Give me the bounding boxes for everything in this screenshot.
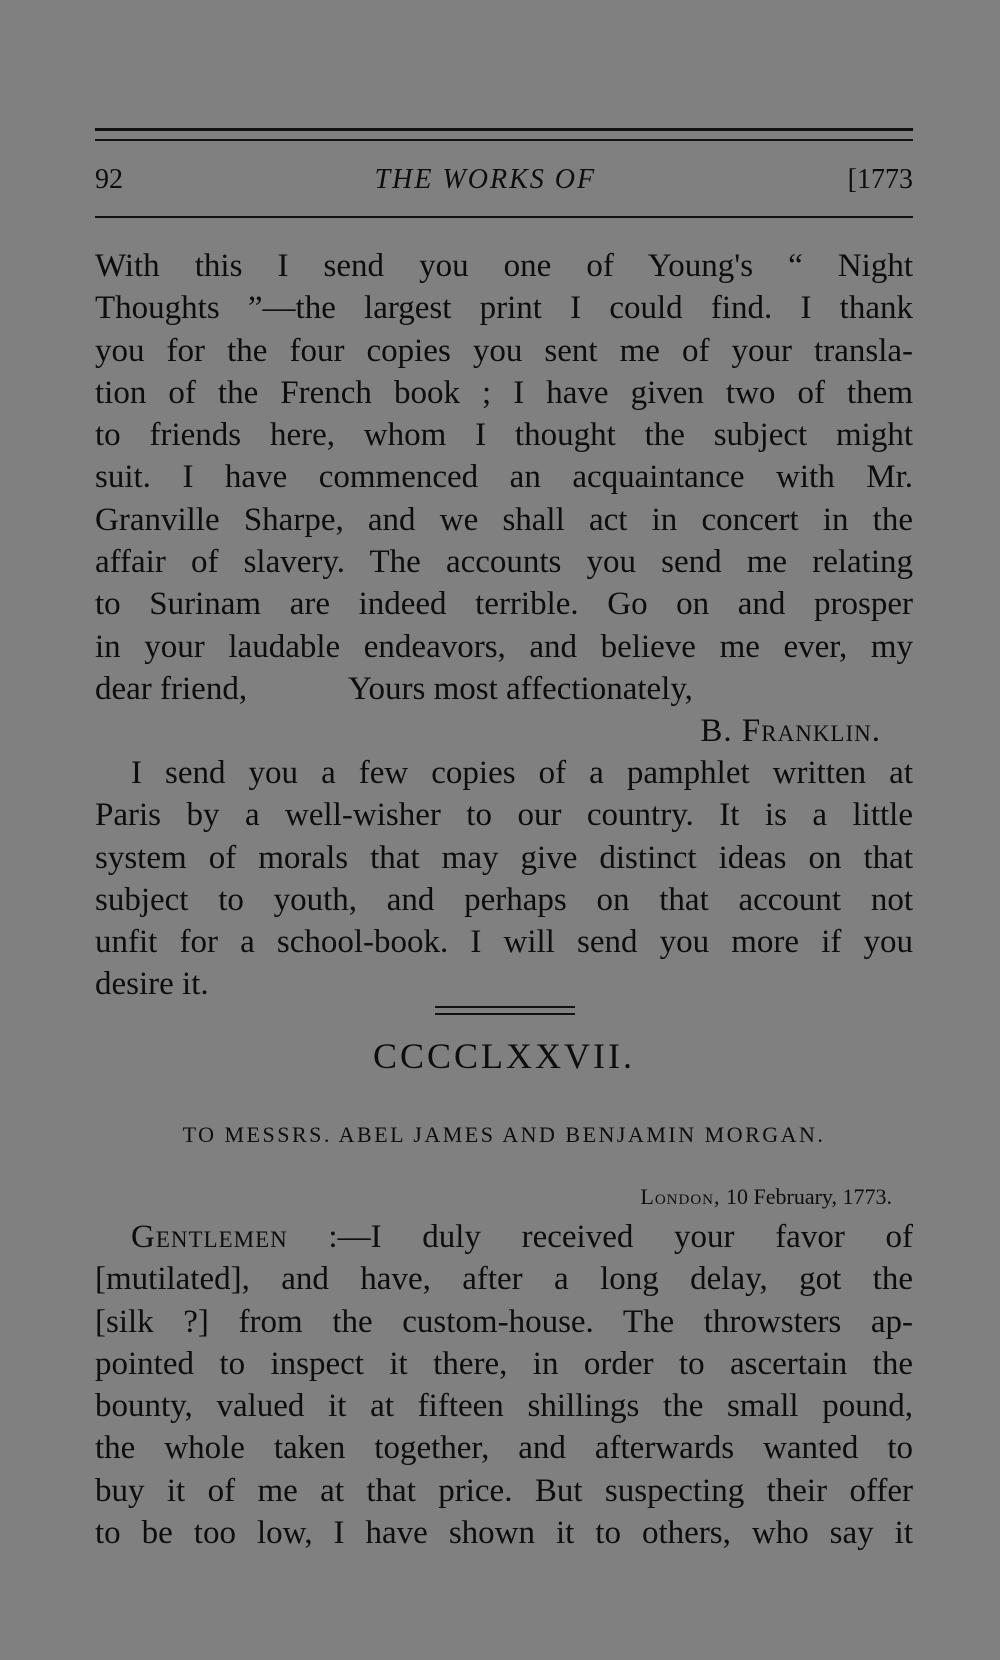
text-line: bounty, valued it at fifteen shillings the small pound,: [95, 1388, 913, 1425]
text-line: affair of slavery. The accounts you send me relating: [95, 544, 913, 581]
letter-body: [95, 245, 913, 753]
running-year: [1773: [847, 164, 913, 195]
section-divider: [435, 1006, 575, 1008]
signature: B. Franklin.: [700, 713, 881, 750]
text-line: you for the four copies you sent me of your transla-: [95, 332, 913, 369]
text-line: Granville Sharpe, and we shall act in concert in the: [95, 501, 913, 538]
closing-line: [95, 668, 913, 710]
text-line: [95, 1216, 913, 1258]
header-rule: [95, 216, 913, 218]
running-head: [95, 158, 913, 202]
salutation: Gentlemen: [131, 1219, 288, 1255]
text-line: system of morals that may give distinct ideas on that: [95, 839, 913, 876]
letter-number: CCCCLXXVII.: [372, 1036, 635, 1076]
text-line: With this I send you one of Young's “ Night: [95, 248, 913, 284]
text-line: in your laudable endeavors, and believe me ever, my: [95, 628, 913, 665]
dateline: [95, 1184, 892, 1210]
closing-phrase: Yours most affectionately,: [348, 670, 693, 707]
dateline-date: 10 February, 1773.: [726, 1184, 892, 1209]
salutation-rest: :—I duly received your favor of: [287, 1219, 913, 1255]
section-divider-thin: [435, 1013, 575, 1015]
text-line: Thoughts ”—the largest print I could find. I thank: [95, 290, 913, 327]
dateline-place: London,: [640, 1184, 721, 1209]
top-rule-thin: [95, 139, 913, 141]
text-line: unfit for a school-book. I will send you more if you: [95, 924, 913, 961]
text-line: to be too low, I have shown it to others, who say it: [95, 1515, 913, 1552]
text-line: [mutilated], and have, after a long delay, got the: [95, 1261, 913, 1298]
text-line: tion of the French book ; I have given two of them: [95, 374, 913, 411]
book-page: [95, 0, 913, 1660]
text-line: pointed to inspect it there, in order to ascertain the: [95, 1345, 913, 1382]
text-line: the whole taken together, and afterwards wanted to: [95, 1430, 913, 1467]
closing-salutation: dear friend,: [95, 670, 248, 707]
running-title: THE WORKS OF: [374, 164, 597, 195]
text-line: to Surinam are indeed terrible. Go on and prosper: [95, 586, 913, 623]
page-number: 92: [95, 164, 123, 195]
text-line: subject to youth, and perhaps on that account not: [95, 881, 913, 918]
text-line: I send you a few copies of a pamphlet written at: [131, 755, 913, 791]
text-line: suit. I have commenced an acquaintance with Mr.: [95, 459, 913, 496]
top-rule: [95, 128, 913, 131]
postscript: [95, 752, 913, 1006]
text-line: desire it.: [95, 966, 209, 1003]
text-line: [silk ?] from the custom-house. The throwsters ap-: [95, 1303, 913, 1340]
text-line: buy it of me at that price. But suspecting their offer: [95, 1472, 913, 1509]
text-line: to friends here, whom I thought the subject might: [95, 417, 913, 454]
letter-recipient: TO MESSRS. ABEL JAMES AND BENJAMIN MORGAN.: [182, 1122, 826, 1147]
letter-body-2: [95, 1216, 913, 1554]
text-line: Paris by a well-wisher to our country. It is a little: [95, 797, 913, 834]
